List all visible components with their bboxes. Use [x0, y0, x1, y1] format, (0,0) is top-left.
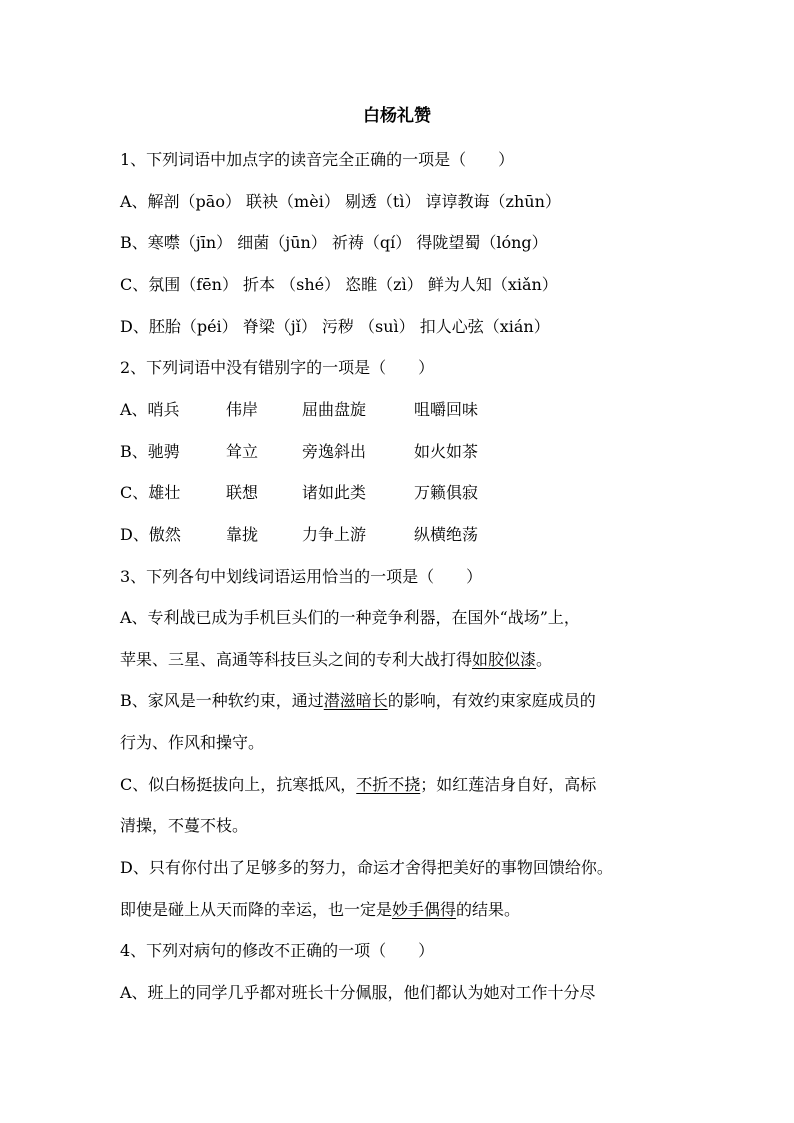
question-3-option-d-line-2	[120, 898, 680, 922]
text-run: 的影响，有效约束家庭成员的	[387, 691, 596, 710]
document-title: 白杨礼赞	[363, 106, 431, 126]
option-word: 旁逸斜出	[302, 442, 367, 461]
underlined-phrase: 妙手偶得	[392, 900, 457, 919]
question-2-option-c	[120, 481, 680, 505]
option-word: A、哨兵	[120, 400, 180, 419]
question-1-option-a: A、解剖（pāo） 联袂（mèi） 剔透（tì） 谆谆教诲（zhūn）	[120, 192, 561, 211]
question-3-option-d-line-1: D、只有你付出了足够多的努力，命运才舍得把美好的事物回馈给你。	[120, 858, 613, 877]
question-2-stem: 2、下列词语中没有错别字的一项是（ ）	[120, 358, 435, 377]
question-1-stem: 1、下列词语中加点字的读音完全正确的一项是（ ）	[120, 150, 515, 169]
option-word: 伟岸	[226, 400, 259, 419]
option-word: 耸立	[226, 442, 259, 461]
text-run: 苹果、三星、高通等科技巨头之间的专利大战打得	[120, 650, 473, 669]
text-run: 。	[536, 650, 553, 669]
option-word: 力争上游	[302, 525, 367, 544]
option-word: 靠拢	[226, 525, 259, 544]
question-1-option-c: C、氛围（fēn） 折本 （shé） 恣睢（zì） 鲜为人知（xiǎn）	[120, 275, 558, 294]
option-word: 纵横绝荡	[414, 525, 479, 544]
option-word: B、驰骋	[120, 442, 180, 461]
option-word: 屈曲盘旋	[302, 400, 367, 419]
question-3-option-c-line-2: 清操，不蔓不枝。	[120, 816, 249, 835]
question-2-option-a	[120, 398, 680, 422]
option-word: 万籁俱寂	[414, 483, 479, 502]
question-4-stem: 4、下列对病句的修改不正确的一项（ ）	[120, 941, 435, 960]
underlined-phrase: 不折不挠	[356, 775, 421, 794]
underlined-phrase: 如胶似漆	[472, 650, 537, 669]
question-1-option-b: B、寒噤（jīn） 细菌（jūn） 祈祷（qí） 得陇望蜀（lóng）	[120, 233, 548, 252]
question-2-option-d	[120, 523, 680, 547]
option-word: 咀嚼回味	[414, 400, 479, 419]
text-run: 的结果。	[456, 900, 521, 919]
underlined-phrase: 潜滋暗长	[323, 691, 388, 710]
question-3-option-b-line-2: 行为、作风和操守。	[120, 733, 265, 752]
text-run: B、家风是一种软约束，通过	[120, 691, 324, 710]
question-2-option-b	[120, 440, 680, 464]
option-word: 联想	[226, 483, 259, 502]
option-word: D、傲然	[120, 525, 181, 544]
option-word: 诸如此类	[302, 483, 367, 502]
question-4-option-a-line-1: A、班上的同学几乎都对班长十分佩服，他们都认为她对工作十分尽	[120, 983, 596, 1002]
option-word: C、雄壮	[120, 483, 181, 502]
text-run: ；如红莲洁身自好，高标	[420, 775, 597, 794]
question-3-option-a-line-2	[120, 648, 680, 672]
question-3-stem: 3、下列各句中划线词语运用恰当的一项是（ ）	[120, 567, 483, 586]
question-1-option-d: D、胚胎（péi） 脊梁（jǐ） 污秽 （suì） 扣人心弦（xián）	[120, 317, 550, 336]
question-3-option-b-line-1	[120, 689, 680, 713]
text-run: C、似白杨挺拔向上，抗寒抵风，	[120, 775, 357, 794]
text-run: 即使是碰上从天而降的幸运，也一定是	[120, 900, 393, 919]
question-3-option-a-line-1: A、专利战已成为手机巨头们的一种竞争利器，在国外“战场”上，	[120, 608, 580, 627]
option-word: 如火如茶	[414, 442, 479, 461]
question-3-option-c-line-1	[120, 773, 680, 797]
